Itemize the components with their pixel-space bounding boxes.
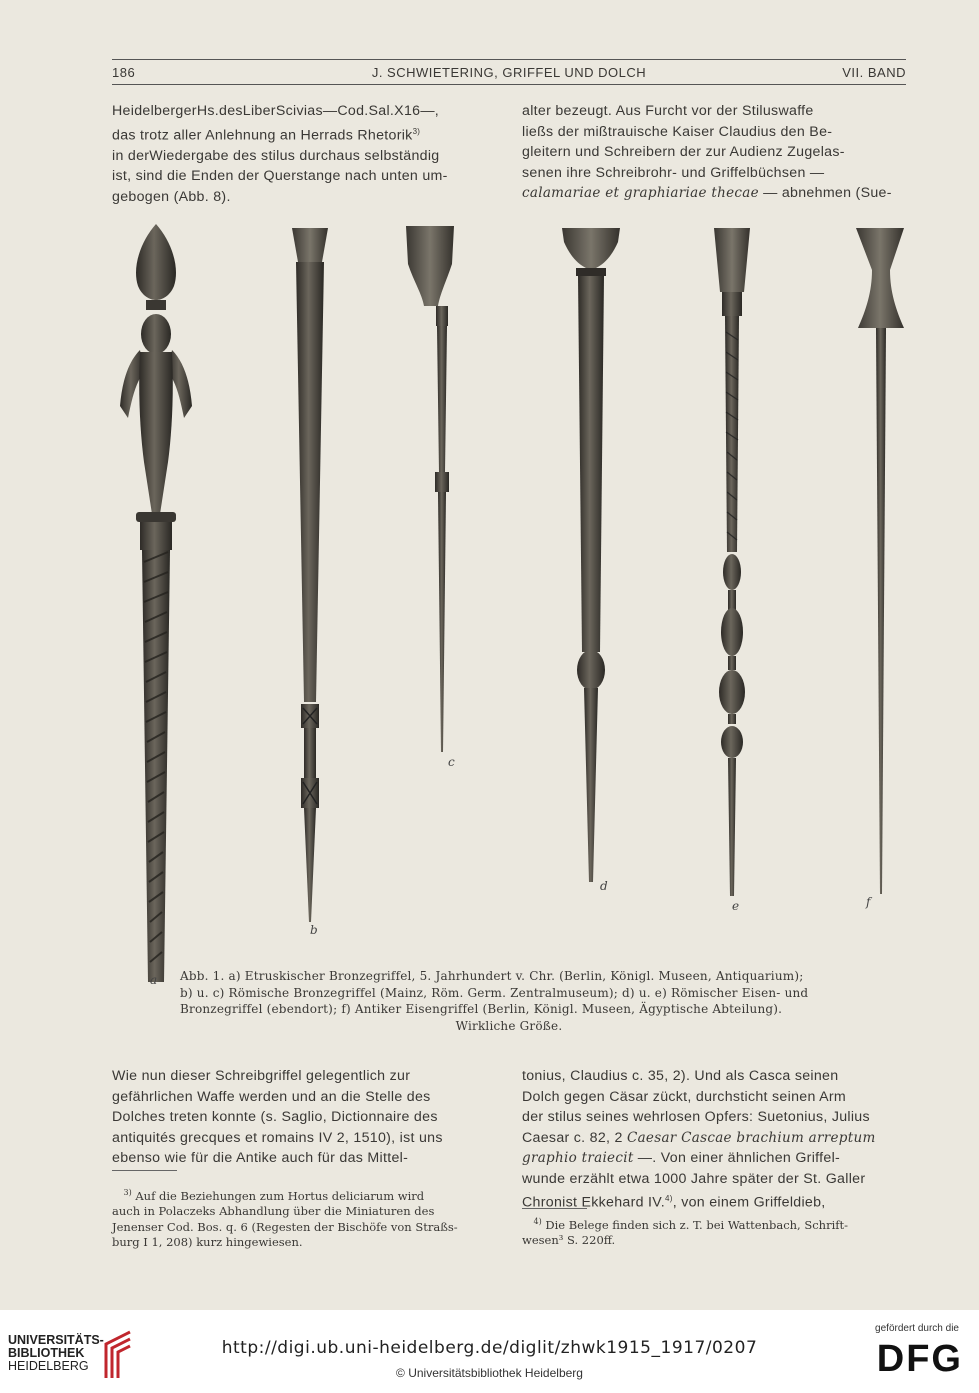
- header-rule: [112, 84, 906, 85]
- text-line: Caesar c. 82, 2 Caesar Cascae brachium arreptum: [522, 1129, 876, 1146]
- bottom-left-column: [112, 1066, 500, 1169]
- funding-label: gefördert durch die: [875, 1323, 959, 1334]
- footnote-line: $^{4)}$ Die Belege finden sich z. T. bei Wattenbach, Schrift-: [533, 1217, 849, 1232]
- stylus-illustration: [100, 222, 920, 992]
- footnote-mark: 4): [533, 1217, 542, 1226]
- figure-label-f: f: [866, 895, 871, 909]
- text-line: gleitern und Schreibern der zur Audienz Zugelas-: [522, 144, 845, 160]
- text-line: Dolch gegen Cäsar zückt, durchsticht seinen Arm: [522, 1088, 847, 1105]
- top-rule: [112, 59, 906, 60]
- footnote-line: wesen³ S. 220ff.: [522, 1233, 616, 1248]
- dfg-logo: DFG: [876, 1338, 963, 1380]
- caption-line: Bronzegriffel (ebendort); f) Antiker Eisengriffel (Berlin, Königl. Museen, Ägyptische Abteilung).: [180, 1002, 783, 1016]
- running-header: [112, 65, 906, 85]
- latin-phrase: graphio traiecit: [522, 1150, 634, 1166]
- text-line: HeidelbergerHs.desLiberScivias—Cod.Sal.X16—,: [112, 103, 440, 119]
- figure-label-a: a: [150, 973, 158, 987]
- text-line: tonius, Claudius c. 35, 2). Und als Casca seinen: [522, 1068, 839, 1084]
- footnote-line: burg I 1, 208) kurz hingewiesen.: [112, 1235, 303, 1250]
- stylus-e: [714, 228, 750, 913]
- running-title: J. SCHWIETERING, GRIFFEL UND DOLCH: [371, 65, 647, 80]
- viewer-footer: [0, 1310, 979, 1393]
- text-line: alter bezeugt. Aus Furcht vor der Stiluswaffe: [522, 103, 814, 119]
- text-line: calamariae et graphiariae thecae — abnehmen (Sue-: [522, 185, 892, 201]
- stylus-f: [856, 228, 904, 909]
- text-line: Chronist Ekkehard IV.$^{4)}$, von einem Griffeldieb,: [522, 1194, 826, 1211]
- volume-label: VII. BAND: [842, 65, 906, 80]
- text-line: in derWiedergabe des stilus durchaus selbständig: [112, 147, 440, 164]
- text-line: ist, sind die Enden der Querstange nach unten um-: [112, 168, 448, 185]
- library-name: UNIVERSITÄTS- BIBLIOTHEK HEIDELBERG: [8, 1333, 104, 1373]
- footnote-line: Jenenser Cod. Bos. q. 6 (Regesten der Bischöfe von Straßs-: [112, 1219, 458, 1234]
- latin-phrase: calamariae et graphiariae thecae: [522, 185, 759, 201]
- text-line: graphio traiecit —. Von einer ähnlichen Griffel-: [522, 1150, 841, 1166]
- text-line: Wie nun dieser Schreibgriffel gelegentlich zur: [112, 1068, 411, 1084]
- latin-phrase: Caesar Cascae brachium arreptum: [626, 1129, 876, 1146]
- stylus-figure: [100, 222, 920, 992]
- footnote-rule: [522, 1208, 587, 1209]
- caption-line: b) u. c) Römische Bronzegriffel (Mainz, Röm. Germ. Zentralmuseum); d) u. e) Römischer Eisen- und: [180, 985, 809, 1000]
- text-line: Dolches treten konnte (s. Saglio, Dictionnaire des: [112, 1109, 438, 1125]
- text-line: das trotz aller Anlehnung an Herrads Rhetorik$^{3)}$: [112, 126, 421, 144]
- footnote-line: auch in Polaczeks Abhandlung über die Miniaturen des: [112, 1204, 435, 1219]
- text-line: ebenso wie für die Antike auch für das Mittel-: [112, 1150, 409, 1166]
- bottom-right-column: [522, 1066, 906, 1213]
- footnote-mark: 3): [123, 1188, 132, 1197]
- stylus-d: [562, 228, 620, 893]
- top-right-column: [522, 101, 906, 204]
- text-line: wunde erzählt etwa 1000 Jahre später der St. Galler: [522, 1170, 866, 1187]
- top-left-column: [112, 101, 500, 207]
- footnote-rule: [112, 1170, 177, 1171]
- figure-label-c: c: [448, 755, 455, 769]
- footnote-left: [112, 1185, 500, 1251]
- footnote-right: [522, 1214, 906, 1249]
- figure-label-b: b: [310, 923, 318, 937]
- text-line: der stilus seines wehrlosen Opfers: Suetonius, Julius: [522, 1109, 870, 1125]
- figure-caption: [180, 968, 838, 1034]
- caption-line: Abb. 1. a) Etruskischer Bronzegriffel, 5. Jahrhundert v. Chr. (Berlin, Königl. Museen, Antiquarium);: [180, 969, 804, 983]
- figure-label-e: e: [732, 899, 740, 913]
- text-line: gefährlichen Waffe werden und an die Stelle des: [112, 1088, 431, 1105]
- copyright-notice: © Universitätsbibliothek Heidelberg: [396, 1366, 583, 1380]
- text-line: antiquités grecques et romains IV 2, 1510), ist uns: [112, 1129, 443, 1146]
- footnote-line: $^{3)}$ Auf die Beziehungen zum Hortus deliciarum wird: [123, 1188, 425, 1203]
- page-number: 186: [112, 65, 136, 80]
- footnote-ref: 4): [665, 1194, 673, 1203]
- footnote-ref: 3): [412, 126, 421, 136]
- figure-label-d: d: [600, 879, 608, 893]
- stylus-c: [406, 226, 455, 769]
- stylus-b: [292, 228, 328, 937]
- text-line: ließs der mißtrauische Kaiser Claudius den Be-: [522, 123, 833, 140]
- permalink-url[interactable]: http://digi.ub.uni-heidelberg.de/diglit/zhwk1915_1917/0207: [221, 1338, 758, 1358]
- text-line: senen ihre Schreibrohr- und Griffelbüchsen —: [522, 164, 825, 181]
- stylus-a: [120, 224, 192, 987]
- text-line: gebogen (Abb. 8).: [112, 188, 231, 205]
- caption-line: Wirkliche Größe.: [455, 1018, 563, 1033]
